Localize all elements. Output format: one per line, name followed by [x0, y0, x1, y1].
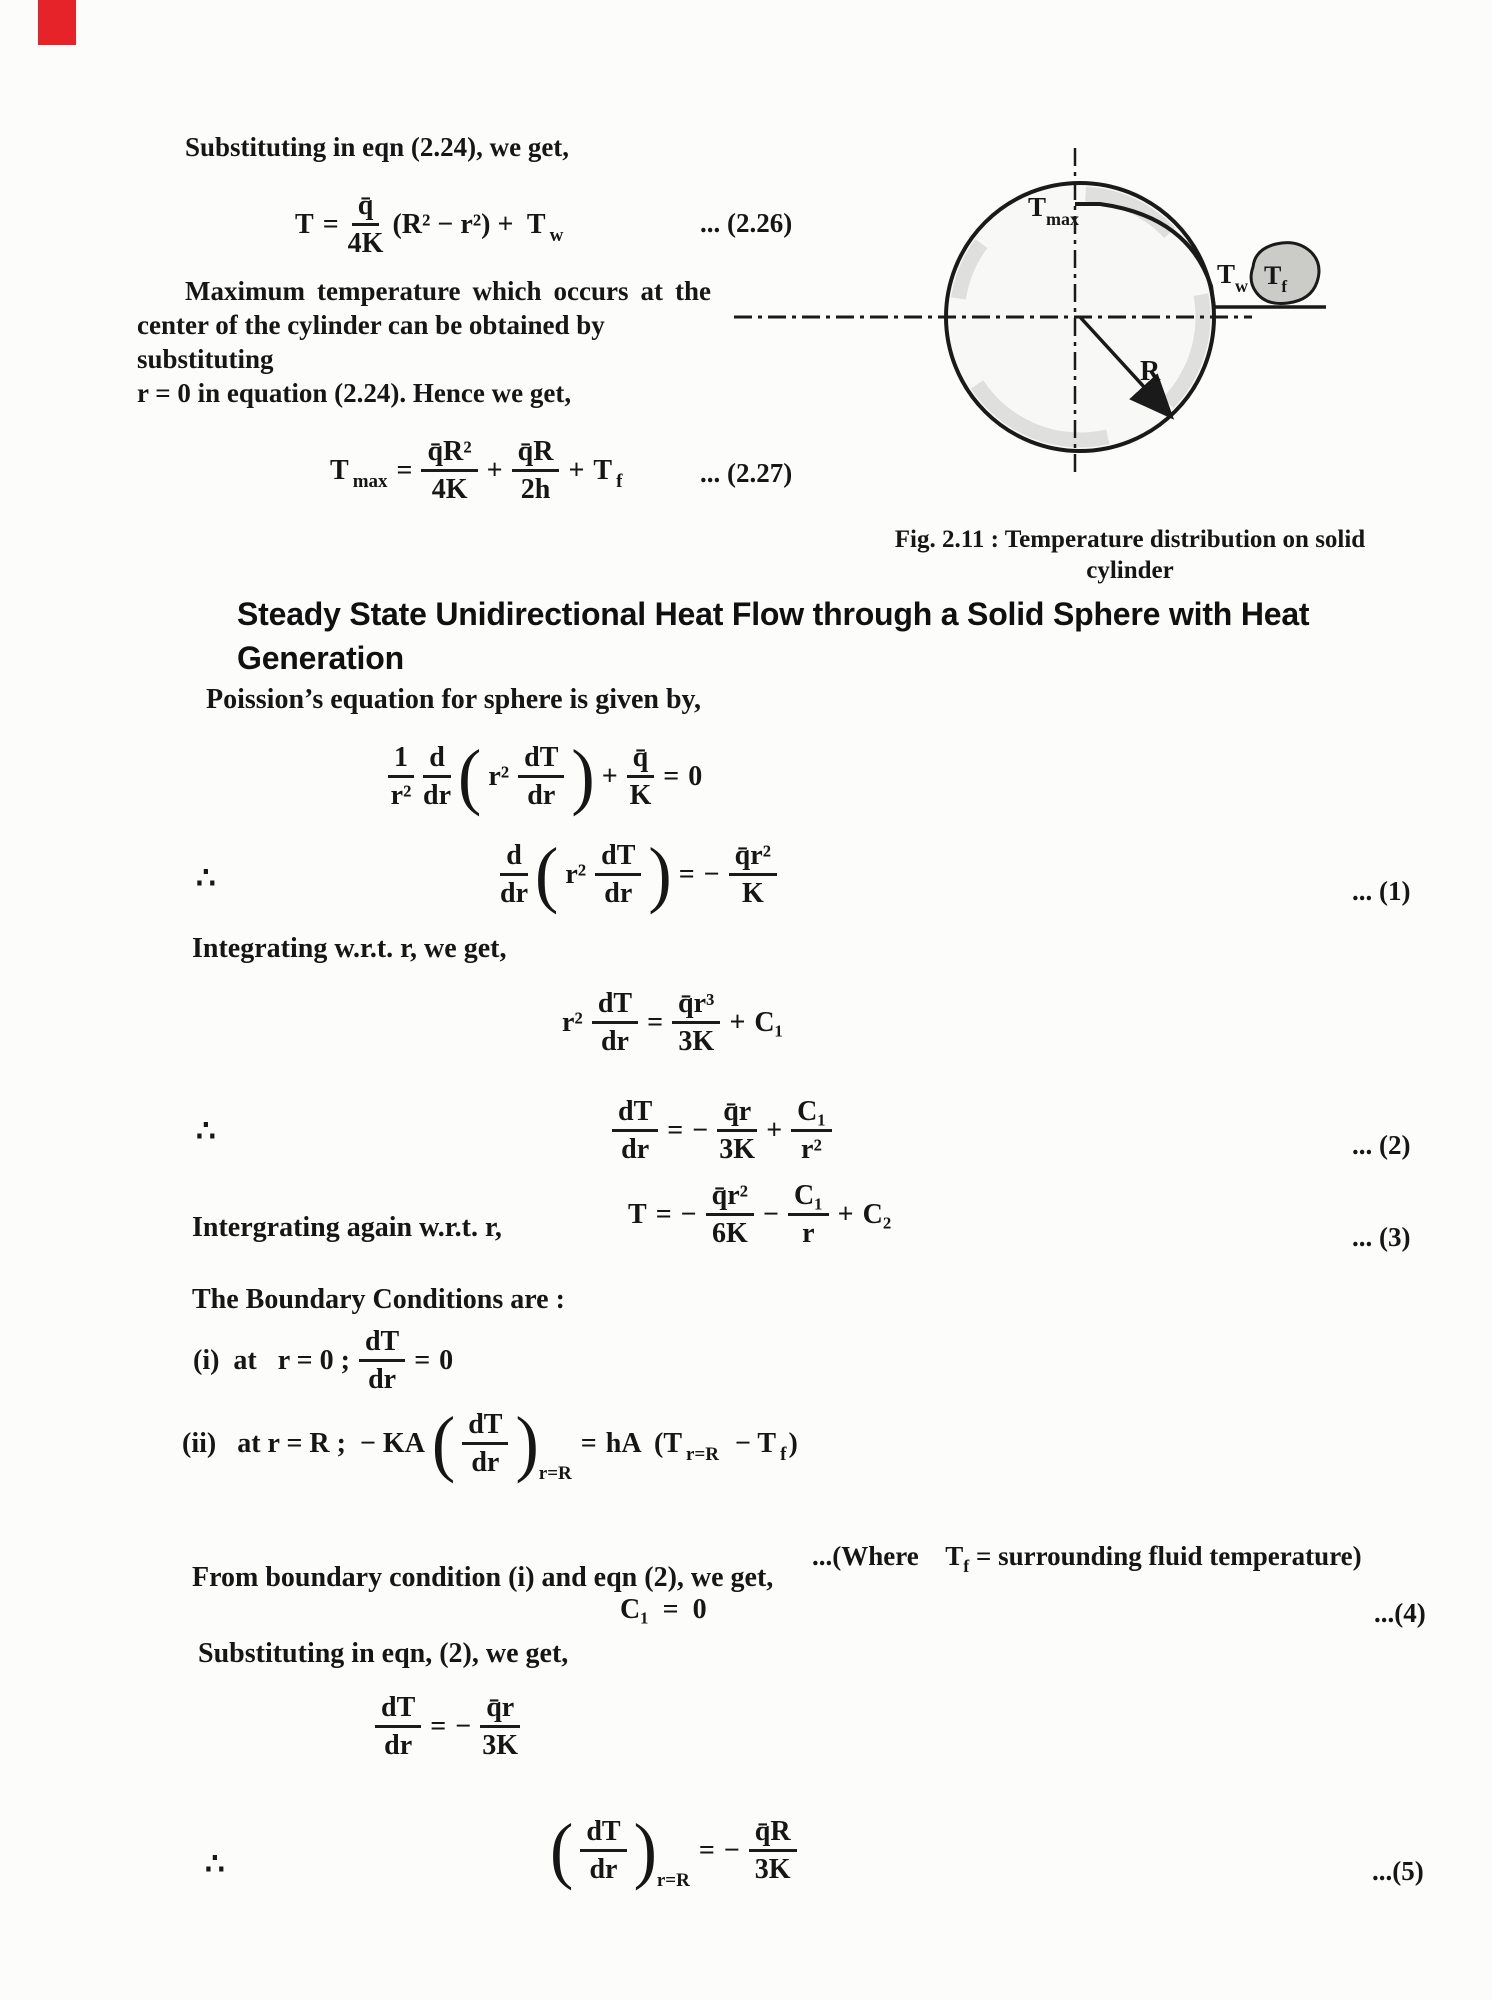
fraction — [749, 1816, 797, 1886]
plus-operator: + — [486, 455, 503, 487]
fraction-denominator: dr — [384, 1730, 413, 1762]
minus-operator: − — [680, 1199, 697, 1231]
fraction-denominator: dr — [604, 878, 633, 910]
equals-sign: = — [667, 1115, 684, 1147]
fraction-numerator: dT — [375, 1692, 421, 1728]
minus-operator: − — [723, 1835, 740, 1867]
fraction-denominator: 3K — [754, 1854, 791, 1886]
tf-label: $T_f$ — [1264, 261, 1288, 296]
fraction — [388, 742, 414, 812]
equation-1 — [500, 833, 777, 916]
constant-c2: C₂ — [862, 1199, 892, 1231]
eq226-lhs: T — [295, 209, 314, 241]
fraction-denominator: r² — [801, 1134, 822, 1166]
eq226-rest: (R² − r²) + T — [392, 209, 546, 241]
substituting-label: Substituting in eqn, (2), we get, — [198, 1638, 569, 1669]
equation-tag-5: ...(5) — [1372, 1856, 1424, 1886]
plus-operator: + — [568, 455, 585, 487]
fraction-denominator: 4K — [431, 474, 468, 506]
fraction-denominator: dr — [423, 780, 451, 812]
plus-operator: + — [729, 1007, 746, 1039]
bcii-pre: (ii) at r = R ; − KA — [182, 1428, 425, 1460]
right-paren: ) — [515, 1402, 539, 1485]
fraction-denominator: 3K — [719, 1134, 756, 1166]
equation-tag-2: ... (2) — [1352, 1130, 1411, 1160]
equals-sign: = — [414, 1345, 431, 1377]
fraction — [612, 1096, 658, 1166]
therefore-symbol: ∴ — [196, 860, 216, 895]
fraction — [729, 840, 777, 910]
fraction — [672, 988, 720, 1058]
paren-subscript: r=R — [538, 1463, 572, 1485]
equation-tag-4: ...(4) — [1374, 1598, 1426, 1628]
paragraph-substituting: Substituting in eqn (2.24), we get, — [185, 132, 570, 162]
fraction-numerator: q̄r — [480, 1692, 520, 1728]
fraction-denominator: K — [741, 878, 764, 910]
fraction-denominator: 4K — [347, 228, 384, 260]
equals-sign: = — [698, 1835, 715, 1867]
fraction-numerator: q̄r² — [706, 1180, 754, 1216]
left-paren: ( — [535, 833, 559, 916]
fraction-numerator: q̄R² — [421, 436, 477, 472]
eq227-equals: = — [396, 455, 413, 487]
equation-2-27 — [330, 436, 622, 506]
equals-sign: = — [647, 1007, 664, 1039]
fraction — [717, 1096, 757, 1166]
fraction-denominator: K — [629, 780, 652, 812]
rhs-zero: 0 — [692, 1594, 707, 1625]
lead-r2: r² — [562, 1007, 583, 1039]
fraction-numerator: dT — [592, 988, 638, 1024]
minus-operator: − — [763, 1199, 779, 1231]
fraction-numerator: dT — [462, 1409, 508, 1445]
fraction — [512, 436, 560, 506]
eq4-lhs: C₁ — [620, 1594, 649, 1625]
fraction-numerator: d — [423, 742, 451, 778]
eq226-subscript: w — [549, 225, 564, 247]
fraction-denominator: dr — [621, 1134, 650, 1166]
left-paren: ( — [550, 1809, 574, 1892]
figure-caption — [780, 524, 1480, 586]
fraction — [348, 190, 384, 260]
boundary-conditions-title: The Boundary Conditions are : — [192, 1284, 565, 1315]
fraction-denominator: dr — [589, 1854, 618, 1886]
plus-operator: + — [837, 1199, 854, 1231]
tw-label: $T_w$ — [1217, 259, 1249, 296]
where-note-part1: ...(Where T — [812, 1541, 964, 1571]
inner-r2: r² — [565, 859, 587, 891]
minus-operator: − — [692, 1115, 709, 1147]
equation-2-26 — [295, 190, 563, 260]
fraction-numerator: q̄r² — [729, 840, 777, 876]
section-heading — [237, 592, 1417, 680]
boundary-condition-i — [193, 1326, 453, 1396]
fraction — [421, 436, 477, 506]
therefore-symbol: ∴ — [196, 1113, 216, 1148]
bcii-close-paren: ) — [788, 1428, 798, 1460]
equation-tag-3: ... (3) — [1352, 1222, 1411, 1252]
figure-caption-line2: cylinder — [1086, 557, 1174, 584]
where-note — [785, 1510, 1362, 1608]
fraction-numerator: dT — [612, 1096, 658, 1132]
fraction-numerator: q̄ — [352, 190, 380, 226]
fraction — [359, 1326, 405, 1396]
bcii-subscript: r=R — [686, 1444, 719, 1466]
fraction-numerator: C₁ — [788, 1180, 829, 1216]
constant-c1: C₁ — [754, 1007, 784, 1039]
eq226-equals: = — [322, 209, 339, 241]
bcii-subscript: f — [780, 1444, 787, 1466]
figure-2-11 — [720, 92, 1460, 522]
fraction — [375, 1692, 421, 1762]
right-paren: ) — [633, 1809, 657, 1892]
equation-tag-2-27: ... (2.27) — [700, 458, 793, 488]
fraction — [423, 742, 451, 812]
fraction — [592, 988, 638, 1058]
equation-dtdr — [375, 1692, 520, 1762]
equation-2 — [612, 1096, 832, 1166]
fraction — [462, 1409, 508, 1479]
minus-operator: − — [455, 1711, 472, 1743]
fraction — [480, 1692, 520, 1762]
fraction-numerator: dT — [580, 1816, 626, 1852]
fraction — [706, 1180, 754, 1250]
left-paren: ( — [431, 1402, 456, 1485]
plus-operator: + — [601, 761, 618, 793]
paragraph-line: center of the cylinder can be obtained by substituting — [137, 310, 605, 374]
bcii-mid: − T — [727, 1428, 777, 1460]
fraction-numerator: q̄r³ — [672, 988, 720, 1024]
fraction-numerator: q̄r — [717, 1096, 757, 1132]
eq227-end-subscript: f — [616, 471, 623, 493]
fraction-denominator: dr — [471, 1447, 500, 1479]
where-note-subscript: f — [963, 1556, 970, 1576]
equals-sign: = — [655, 1199, 672, 1231]
bcii-rhs: hA (T — [605, 1428, 682, 1460]
equation-4 — [620, 1594, 707, 1625]
fraction-numerator: C₁ — [791, 1096, 832, 1132]
equals-sign: = — [678, 859, 695, 891]
paragraph-line: Maximum temperature which occurs at the — [185, 276, 711, 306]
eq227-lhs-subscript: max — [352, 471, 388, 493]
fraction-denominator: dr — [500, 878, 528, 910]
equation-intermediate — [562, 988, 783, 1058]
fraction-numerator: dT — [595, 840, 641, 876]
fraction-numerator: d — [500, 840, 528, 876]
fraction-numerator: q̄R — [749, 1816, 797, 1852]
equation-5 — [550, 1809, 797, 1892]
paren-subscript: r=R — [656, 1870, 690, 1892]
fraction-numerator: 1 — [388, 742, 414, 778]
paragraph-line: r = 0 in equation (2.24). Hence we get, — [137, 378, 572, 408]
fraction — [580, 1816, 626, 1886]
integrating-label: Integrating w.r.t. r, we get, — [192, 933, 507, 964]
fraction-denominator: 2h — [520, 474, 551, 506]
fraction-denominator: r² — [390, 780, 412, 812]
scan-red-mark — [38, 0, 76, 45]
boundary-condition-ii — [182, 1402, 798, 1485]
fraction — [791, 1096, 832, 1166]
fraction-denominator: dr — [527, 780, 556, 812]
paragraph-max-temperature — [137, 274, 711, 410]
poisson-equation — [388, 735, 703, 818]
equation-tag-1: ... (1) — [1352, 876, 1411, 906]
from-bc-label: From boundary condition (i) and eqn (2), we get, — [192, 1562, 774, 1593]
fraction — [500, 840, 528, 910]
fraction-denominator: dr — [600, 1026, 629, 1058]
equals-sign: = — [663, 761, 680, 793]
right-paren: ) — [648, 833, 672, 916]
integrating-again-label: Intergrating again w.r.t. r, — [192, 1212, 502, 1243]
fraction-numerator: dT — [518, 742, 564, 778]
fraction — [595, 840, 641, 910]
fraction — [788, 1180, 829, 1250]
equation-tag-2-26: ... (2.26) — [700, 208, 793, 238]
where-note-part2: = surrounding fluid temperature) — [969, 1541, 1362, 1571]
minus-operator: − — [703, 859, 720, 891]
fraction-numerator: q̄R — [512, 436, 560, 472]
equals-sign: = — [580, 1428, 597, 1460]
left-paren: ( — [458, 735, 482, 818]
fraction-numerator: dT — [359, 1326, 405, 1362]
equation-3 — [628, 1180, 891, 1250]
inner-r2: r² — [488, 761, 510, 793]
fraction-denominator: 6K — [711, 1218, 748, 1250]
eq3-lhs: T — [628, 1199, 647, 1231]
fraction-denominator: 3K — [482, 1730, 519, 1762]
fraction-denominator: r — [802, 1218, 815, 1250]
right-paren: ) — [571, 735, 595, 818]
equals-sign: = — [430, 1711, 447, 1743]
radius-label: R — [1140, 356, 1161, 387]
fraction — [518, 742, 564, 812]
therefore-symbol: ∴ — [205, 1846, 225, 1881]
bci-pre: (i) at r = 0 ; — [193, 1345, 350, 1377]
rhs-zero: 0 — [439, 1345, 454, 1377]
section-heading-line1: Steady State Unidirectional Heat Flow through a Solid Sphere with Heat — [237, 596, 1310, 632]
eq227-lhs: T — [330, 455, 349, 487]
figure-caption-line1: Fig. 2.11 : Temperature distribution on solid — [894, 526, 1366, 553]
rhs-zero: 0 — [688, 761, 703, 793]
plus-operator: + — [766, 1115, 783, 1147]
section-heading-line2: Generation — [237, 640, 404, 676]
tmax-label: $T_{max}$ — [1028, 192, 1080, 229]
fraction-numerator: q̄ — [627, 742, 655, 778]
equals-sign: = — [662, 1594, 679, 1625]
fraction-denominator: 3K — [678, 1026, 715, 1058]
eq227-end: T — [593, 455, 613, 487]
fraction — [627, 742, 655, 812]
poisson-intro: Poission’s equation for sphere is given by, — [206, 684, 702, 715]
fraction-denominator: dr — [368, 1364, 397, 1396]
